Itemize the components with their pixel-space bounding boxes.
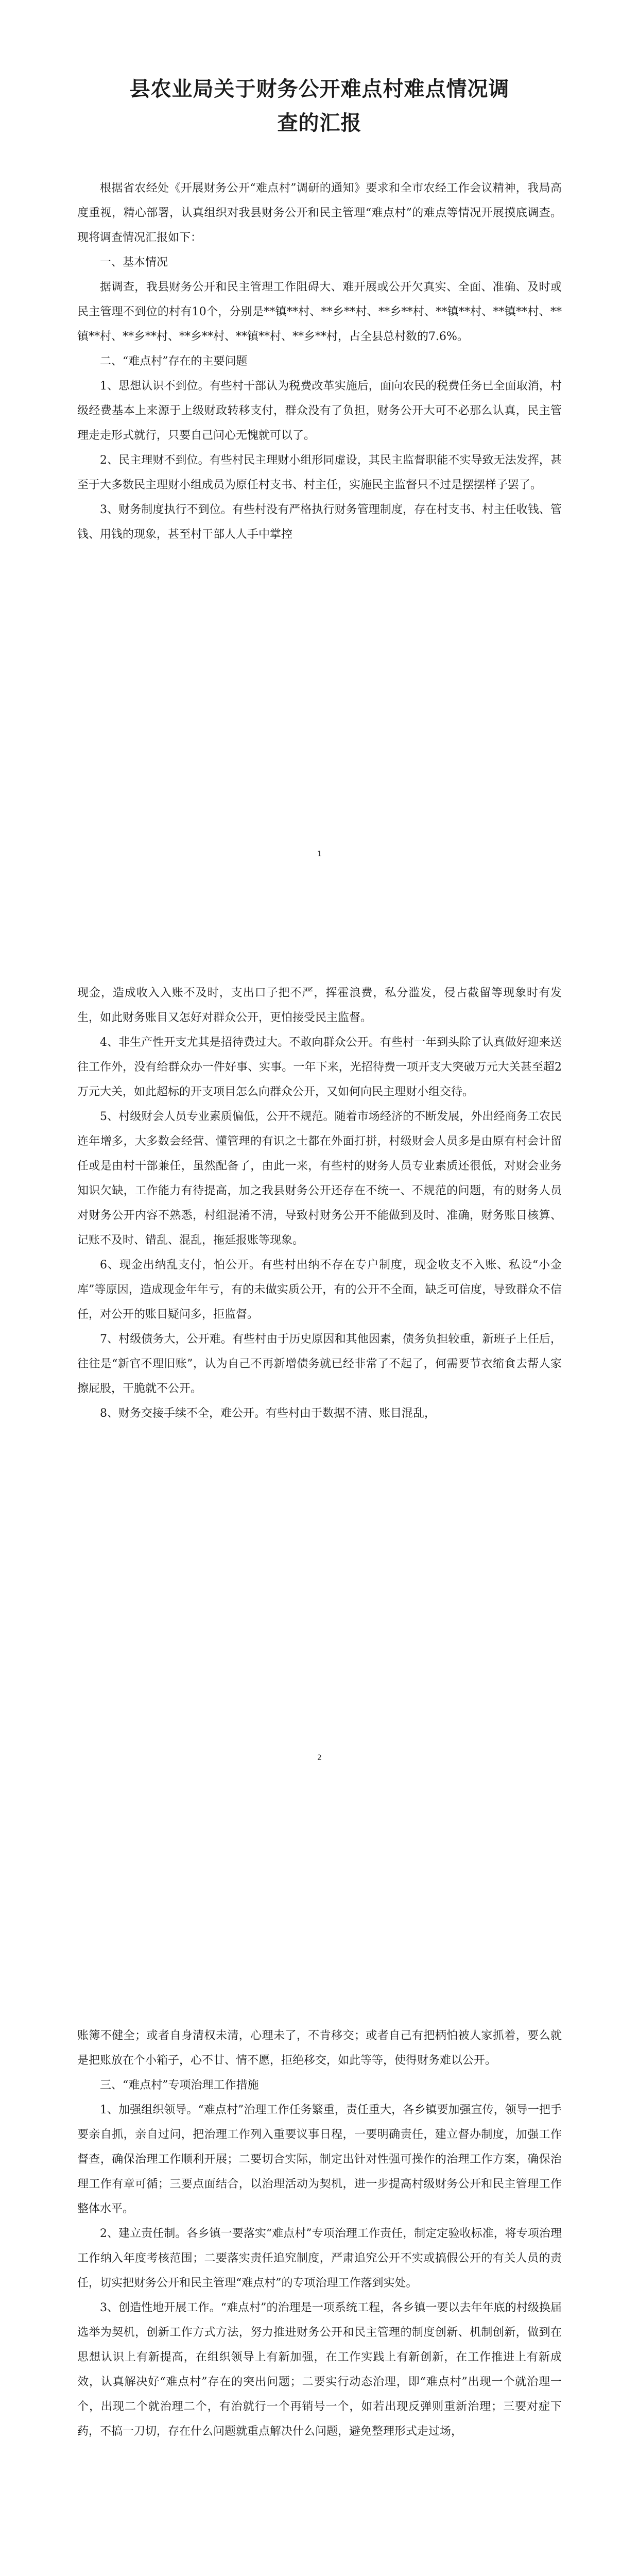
section-2-heading: 二、“难点村”存在的主要问题 — [100, 355, 248, 368]
page-2 — [0, 904, 639, 1807]
title-line-2: 查的汇报 — [277, 111, 362, 135]
problem-1: 1、思想认识不到位。有些村干部认为税费改革实施后，面向农民的税费任务已全面取消，村级经费基本上来源于上级财政转移支付，群众没有了负担，财务公开大可不必那么认真，民主管理走走形式就行，只要自己问心无愧就可以了。 — [77, 380, 562, 442]
page-2-content — [77, 981, 562, 1426]
page-3-content — [77, 2024, 562, 2444]
document-title — [77, 72, 562, 140]
problem-4: 4、非生产性开支尤其是招待费过大。不敢向群众公开。有些村一年到头除了认真做好迎来送往工作外，没有给群众办一件好事、实事。一年下来，光招待费一项开支大突破万元大关甚至超2万元大关，如此超标的开支项目怎么向群众公开，又如何向民主理财小组交待。 — [77, 1036, 562, 1098]
page-1 — [0, 0, 639, 904]
section-1-paragraph: 据调查，我县财务公开和民主管理工作阻碍大、难开展或公开欠真实、全面、准确、及时或民主管理不到位的村有10个，分别是**镇**村、**乡**村、**乡**村、**镇**村、**镇**村、**镇**村、**乡**村、**乡**村、**镇**村、**乡**村，占全县总村数的7.6%。 — [77, 281, 562, 343]
problem-8-continued: 账簿不健全；或者自身清权未清，心理未了，不肯移交；或者自己有把柄怕被人家抓着，要么就是把账放在个小箱子，心不甘、情不愿，拒绝移交，如此等等，使得财务难以公开。 — [77, 2029, 562, 2067]
section-1-heading: 一、基本情况 — [100, 256, 168, 269]
page-number: 2 — [317, 1754, 322, 1762]
measure-1: 1、加强组织领导。“难点村”治理工作任务繁重，责任重大，各乡镇要加强宣传，领导一把手要亲自抓，亲自过问，把治理工作列入重要议事日程，一要明确责任，建立督办制度，加强工作督查，确保治理工作顺利开展；二要切合实际，制定出针对性强可操作的治理工作方案，确保治理工作有章可循；三要点面结合，以治理活动为契机，进一步提高村级财务公开和民主管理工作整体水平。 — [77, 2104, 562, 2215]
title-line-1: 县农业局关于财务公开难点村难点情况调 — [129, 77, 510, 101]
problem-8-start: 8、财务交接手续不全，难公开。有些村由于数据不清、账目混乱， — [100, 1407, 436, 1420]
problem-7: 7、村级债务大，公开难。有些村由于历史原因和其他因素，债务负担较重，新班子上任后，往往是“新官不理旧账”，认为自己不再新增债务就已经非常了不起了，何需要节衣缩食去帮人家擦屁股，干脆就不公开。 — [77, 1333, 562, 1395]
section-3-heading: 三、“难点村”专项治理工作措施 — [100, 2079, 259, 2092]
measure-3-start: 3、创造性地开展工作。“难点村”的治理是一项系统工程，各乡镇一要以去年年底的村级换届选举为契机，创新工作方式方法，努力推进财务公开和民主管理的制度创新、机制创新，做到在思想认识上有新提高，在组织领导上有新加强，在工作实践上有新创新，在工作推进上有新成效，认真解决好“难点村”存在的突出问题；二要实行动态治理，即“难点村”出现一个就治理一个，出现二个就治理二个，有治就行一个再销号一个，如若出现反弹则重新治理；三要对症下药，不搞一刀切，存在什么问题就重点解决什么问题，避免整理形式走过场， — [77, 2301, 562, 2438]
page-1-content — [77, 0, 562, 547]
measure-2: 2、建立责任制。各乡镇一要落实“难点村”专项治理工作责任，制定定验收标准，将专项治理工作纳入年度考核范围；二要落实责任追究制度，严肃追究公开不实或搞假公开的有关人员的责任，切实把财务公开和民主管理“难点村”的专项治理工作落到实处。 — [77, 2227, 562, 2290]
problem-5: 5、村级财会人员专业素质偏低，公开不规范。随着市场经济的不断发展，外出经商务工农民连年增多，大多数会经营、懂管理的有识之士都在外面打拼，村级财会人员多是由原有村会计留任或是由村干部兼任，虽然配备了，由此一来，有些村的财务人员专业素质还很低，对财会业务知识欠缺，工作能力有待提高，加之我县财务公开还存在不统一、不规范的问题，有的财务人员对财务公开内容不熟悉，村组混淆不清，导致村财务公开不能做到及时、准确，财务账目核算、记账不及时、错乱、混乱，拖延报账等现象。 — [77, 1110, 562, 1247]
page-3 — [0, 1807, 639, 2576]
problem-2: 2、民主理财不到位。有些村民主理财小组形同虚设，其民主监督职能不实导致无法发挥，甚至于大多数民主理财小组成员为原任村支书、村主任，实施民主监督只不过是摆摆样子罢了。 — [77, 454, 562, 492]
problem-3-start: 3、财务制度执行不到位。有些村没有严格执行财务管理制度，存在村支书、村主任收钱、管钱、用钱的现象，甚至村干部人人手中掌控 — [77, 503, 562, 541]
problem-3-continued: 现金，造成收入入账不及时，支出口子把不严，挥霍浪费，私分滥发，侵占截留等现象时有发生，如此财务账目又怎好对群众公开，更怕接受民主监督。 — [77, 987, 562, 1024]
intro-paragraph: 根据省农经处《开展财务公开“难点村”调研的通知》要求和全市农经工作会议精神，我局高度重视，精心部署，认真组织对我县财务公开和民主管理“难点村”的难点等情况开展摸底调查。现将调查情况汇报如下： — [77, 182, 562, 244]
problem-6: 6、现金出纳乱支付，怕公开。有些村出纳不存在专户制度，现金收支不入账、私设“小金库”等原因，造成现金年年亏，有的未做实质公开，有的公开不全面，缺乏可信度，导致群众不信任，对公开的账目疑问多，拒监督。 — [77, 1259, 562, 1321]
page-number: 1 — [317, 850, 322, 858]
